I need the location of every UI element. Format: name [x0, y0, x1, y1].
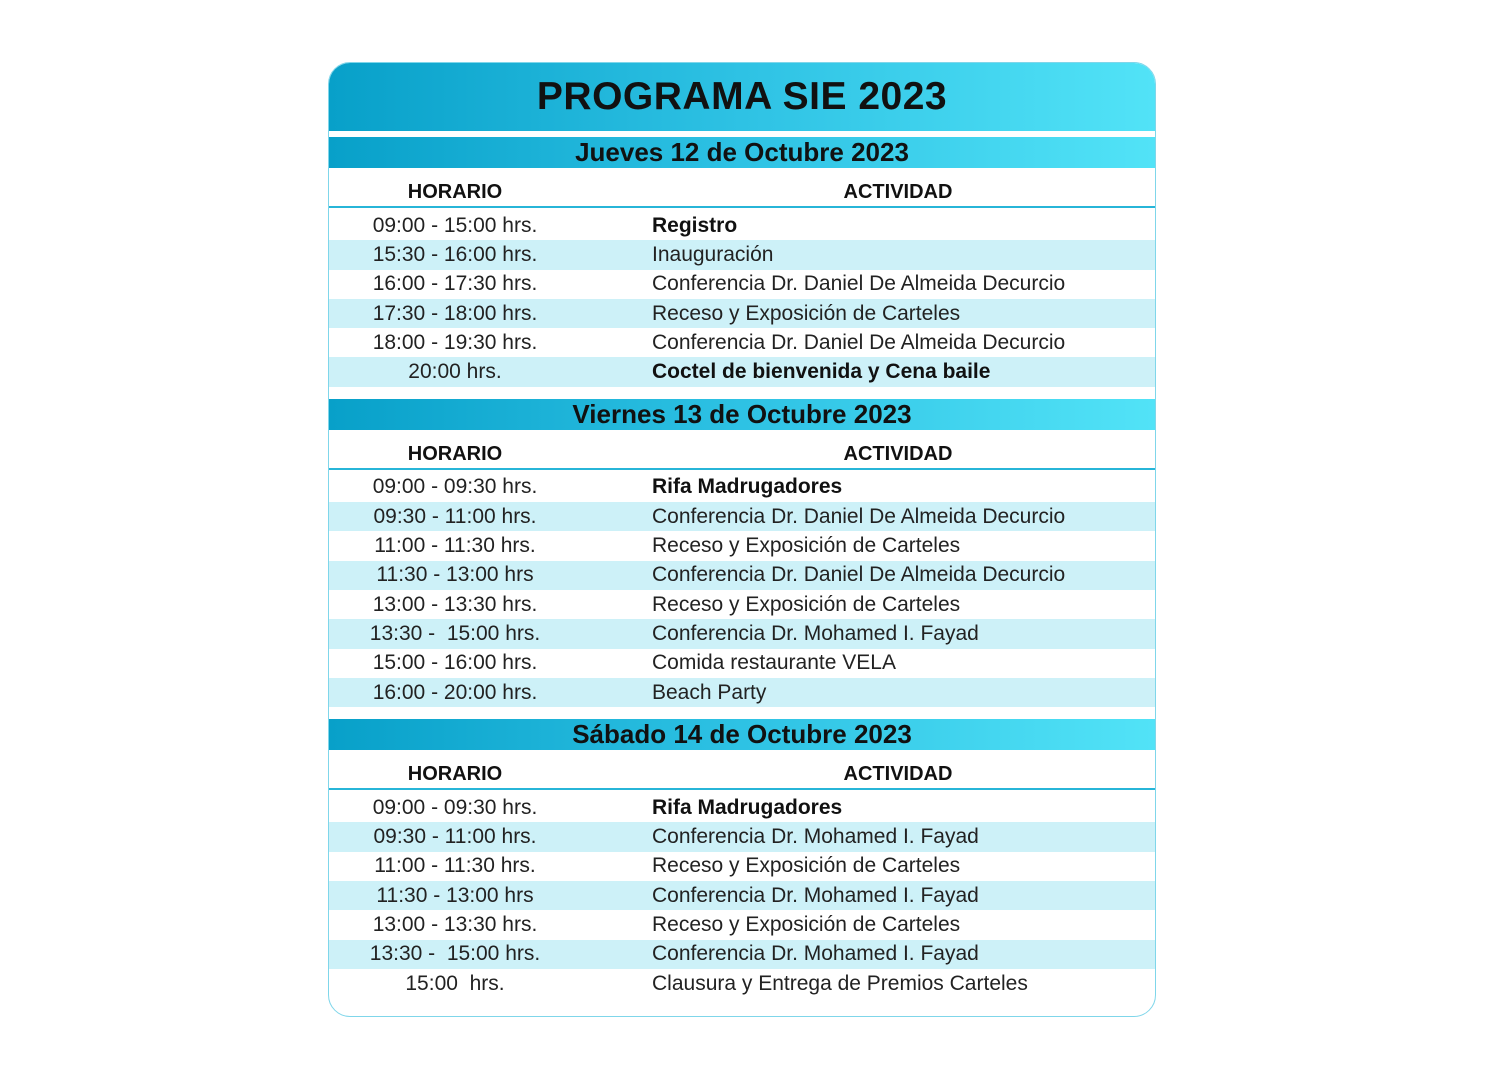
- schedule-row: [329, 852, 1155, 881]
- actividad-header: ACTIVIDAD: [843, 763, 953, 786]
- activity-cell: Registro: [652, 213, 738, 237]
- time-cell: 09:00 - 09:30 hrs.: [372, 795, 538, 819]
- schedule-row: [329, 910, 1155, 939]
- time-cell: 15:00 - 16:00 hrs.: [372, 651, 538, 675]
- days-container: [329, 137, 1155, 998]
- activity-cell: Conferencia Dr. Daniel De Almeida Decurcio: [652, 272, 1066, 296]
- time-cell: 11:00 - 11:30 hrs.: [374, 854, 536, 878]
- activity-cell: Conferencia Dr. Daniel De Almeida Decurcio: [652, 330, 1066, 354]
- horario-header: HORARIO: [407, 763, 503, 786]
- schedule-row: [329, 678, 1155, 707]
- activity-cell: Conferencia Dr. Mohamed I. Fayad: [652, 883, 979, 907]
- schedule-row: [329, 590, 1155, 619]
- activity-cell: Clausura y Entrega de Premios Carteles: [652, 971, 1028, 995]
- activity-cell: Rifa Madrugadores: [652, 795, 843, 819]
- activity-cell: Conferencia Dr. Mohamed I. Fayad: [652, 825, 979, 849]
- activity-cell: Conferencia Dr. Daniel De Almeida Decurcio: [652, 563, 1066, 587]
- time-cell: 09:00 - 15:00 hrs.: [372, 213, 538, 237]
- day-header: Sábado 14 de Octubre 2023: [329, 719, 1155, 750]
- day-section: [329, 137, 1155, 399]
- day-header: Viernes 13 de Octubre 2023: [329, 399, 1155, 430]
- time-cell: 13:30 - 15:00 hrs.: [369, 942, 541, 966]
- day-section: [329, 399, 1155, 719]
- schedule-row: [329, 969, 1155, 998]
- activity-cell: Beach Party: [652, 680, 767, 704]
- activity-cell: Comida restaurante VELA: [652, 651, 896, 675]
- time-cell: 17:30 - 18:00 hrs.: [372, 301, 538, 325]
- schedule-row: [329, 240, 1155, 269]
- time-cell: 09:30 - 11:00 hrs.: [373, 504, 537, 528]
- time-cell: 11:30 - 13:00 hrs: [376, 563, 534, 587]
- time-cell: 13:00 - 13:30 hrs.: [372, 912, 538, 936]
- schedule-row: [329, 649, 1155, 678]
- activity-cell: Rifa Madrugadores: [652, 475, 843, 499]
- actividad-header: ACTIVIDAD: [843, 181, 953, 203]
- spacer: [329, 387, 1155, 399]
- time-cell: 09:00 - 09:30 hrs.: [372, 475, 538, 499]
- schedule-row: [329, 793, 1155, 822]
- spacer: [329, 707, 1155, 719]
- time-cell: 16:00 - 17:30 hrs.: [372, 272, 538, 296]
- schedule-row: [329, 473, 1155, 502]
- schedule-row: [329, 531, 1155, 560]
- time-cell: 18:00 - 19:30 hrs.: [372, 330, 538, 354]
- schedule-row: [329, 502, 1155, 531]
- schedule-row: [329, 822, 1155, 851]
- activity-cell: Receso y Exposición de Carteles: [652, 592, 961, 616]
- activity-cell: Receso y Exposición de Carteles: [652, 912, 961, 936]
- activity-cell: Conferencia Dr. Mohamed I. Fayad: [652, 942, 979, 966]
- program-card: [328, 62, 1156, 1017]
- time-cell: 09:30 - 11:00 hrs.: [373, 825, 537, 849]
- column-headers: [329, 168, 1155, 208]
- activity-cell: Receso y Exposición de Carteles: [652, 301, 961, 325]
- day-section: [329, 719, 1155, 998]
- activity-cell: Receso y Exposición de Carteles: [652, 534, 961, 558]
- schedule-row: [329, 561, 1155, 590]
- time-cell: 15:00 hrs.: [405, 971, 505, 995]
- activity-cell: Inauguración: [652, 242, 774, 266]
- day-header: Jueves 12 de Octubre 2023: [329, 137, 1155, 168]
- program-title: PROGRAMA SIE 2023: [329, 63, 1155, 131]
- activity-cell: Receso y Exposición de Carteles: [652, 854, 961, 878]
- time-cell: 11:00 - 11:30 hrs.: [374, 534, 536, 558]
- time-cell: 13:00 - 13:30 hrs.: [372, 592, 538, 616]
- activity-cell: Coctel de bienvenida y Cena baile: [652, 360, 991, 384]
- schedule-row: [329, 881, 1155, 910]
- time-cell: 15:30 - 16:00 hrs.: [372, 242, 538, 266]
- schedule-row: [329, 940, 1155, 969]
- activity-cell: Conferencia Dr. Mohamed I. Fayad: [652, 621, 979, 645]
- horario-header: HORARIO: [407, 442, 503, 465]
- activity-cell: Conferencia Dr. Daniel De Almeida Decurcio: [652, 504, 1066, 528]
- column-headers: [329, 430, 1155, 470]
- schedule-row: [329, 211, 1155, 240]
- horario-header: HORARIO: [407, 181, 503, 203]
- time-cell: 20:00 hrs.: [408, 360, 502, 384]
- schedule-row: [329, 299, 1155, 328]
- actividad-header: ACTIVIDAD: [843, 442, 953, 465]
- time-cell: 11:30 - 13:00 hrs: [376, 883, 534, 907]
- schedule-row: [329, 270, 1155, 299]
- schedule-row: [329, 328, 1155, 357]
- time-cell: 13:30 - 15:00 hrs.: [369, 621, 541, 645]
- schedule-row: [329, 619, 1155, 648]
- column-headers: [329, 750, 1155, 790]
- schedule-row: [329, 357, 1155, 386]
- time-cell: 16:00 - 20:00 hrs.: [372, 680, 538, 704]
